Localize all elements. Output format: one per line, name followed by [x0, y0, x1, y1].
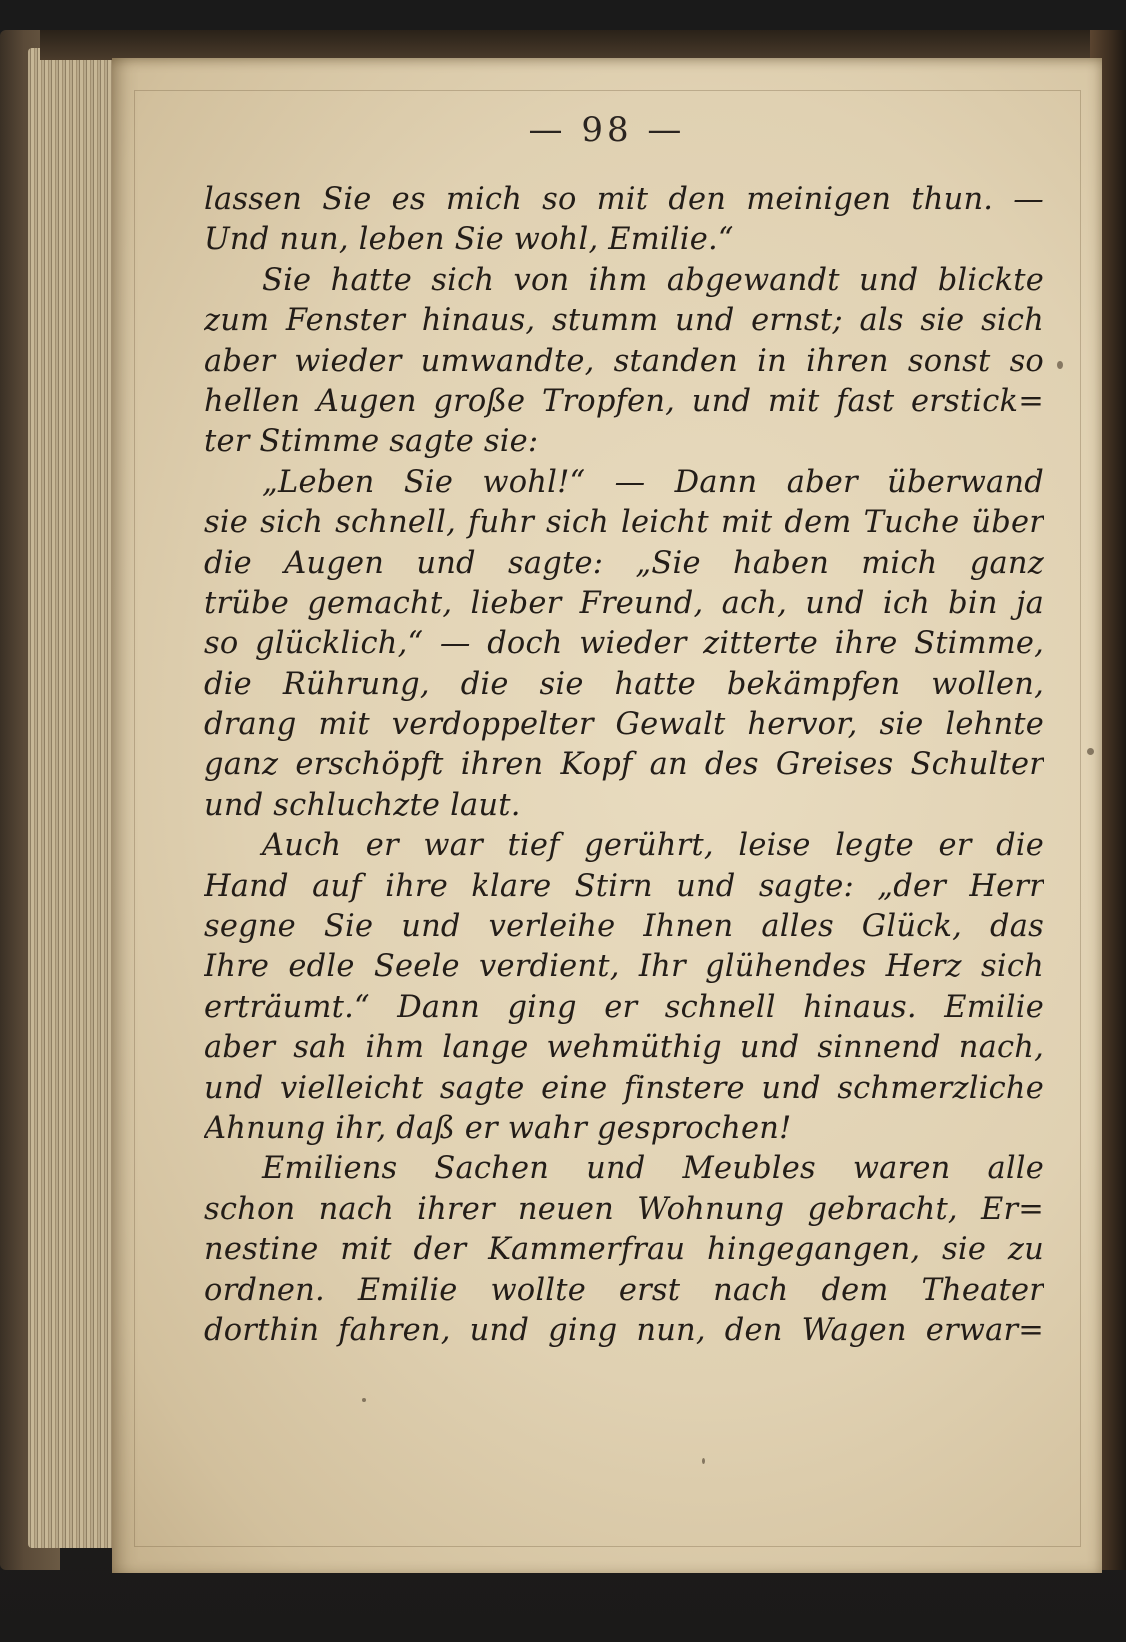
- page-body-text: [204, 180, 1044, 1351]
- text-line: Auch er war tief gerührt, leise legte er die: [262, 828, 1044, 864]
- text-line: und vielleicht sagte eine finstere und schmerzliche: [204, 1070, 1044, 1106]
- page-number-header: — 98 —: [528, 110, 686, 150]
- paper-speck: [362, 1398, 366, 1402]
- text-line: ter Stimme sagte sie:: [204, 424, 539, 460]
- text-line: trübe gemacht, lieber Freund, ach, und ich bin ja: [204, 585, 1044, 621]
- text-line: drang mit verdoppelter Gewalt hervor, sie lehnte: [204, 707, 1044, 743]
- text-line: „Leben Sie wohl!“ — Dann aber überwand: [262, 464, 1044, 500]
- text-line: aber wieder umwandte, standen in ihren sonst so: [204, 343, 1044, 379]
- book-page: [112, 58, 1102, 1573]
- text-line: dorthin fahren, und ging nun, den Wagen erwar=: [204, 1312, 1044, 1348]
- text-line: zum Fenster hinaus, stumm und ernst; als sie sich: [204, 303, 1044, 339]
- text-line: aber sah ihm lange wehmüthig und sinnend nach,: [204, 1030, 1044, 1066]
- text-line: Emiliens Sachen und Meubles waren alle: [262, 1151, 1044, 1187]
- text-line: hellen Augen große Tropfen, und mit fast erstick=: [204, 383, 1044, 419]
- text-line: Sie hatte sich von ihm abgewandt und blickte: [262, 262, 1044, 298]
- text-line: die Rührung, die sie hatte bekämpfen wollen,: [204, 666, 1044, 702]
- text-line: die Augen und sagte: „Sie haben mich ganz: [204, 545, 1044, 581]
- text-line: ganz erschöpft ihren Kopf an des Greises Schulter: [204, 747, 1044, 783]
- text-line: und schluchzte laut.: [204, 787, 521, 823]
- text-line: Und nun, leben Sie wohl, Emilie.“: [204, 222, 734, 258]
- book-cover-top-edge: [40, 30, 1106, 60]
- text-line: lassen Sie es mich so mit den meinigen thun. —: [204, 182, 1044, 217]
- text-line: ordnen. Emilie wollte erst nach dem Theater: [204, 1272, 1044, 1308]
- text-line: Ahnung ihr, daß er wahr gesprochen!: [204, 1110, 792, 1146]
- text-line: erträumt.“ Dann ging er schnell hinaus. Emilie: [204, 989, 1044, 1025]
- text-line: segne Sie und verleihe Ihnen alles Glück, das: [204, 909, 1044, 945]
- paper-speck: [1087, 748, 1094, 755]
- paper-speck: [702, 1458, 705, 1464]
- text-line: Ihre edle Seele verdient, Ihr glühendes Herz sich: [204, 949, 1044, 985]
- paper-speck: [1057, 361, 1063, 369]
- text-line: nestine mit der Kammerfrau hingegangen, sie zu: [204, 1232, 1044, 1268]
- text-line: so glücklich,“ — doch wieder zitterte ihre Stimme,: [204, 626, 1044, 662]
- text-line: sie sich schnell, fuhr sich leicht mit dem Tuche über: [204, 505, 1044, 541]
- text-line: schon nach ihrer neuen Wohnung gebracht, Er=: [204, 1191, 1044, 1227]
- text-line: Hand auf ihre klare Stirn und sagte: „der Herr: [204, 868, 1044, 904]
